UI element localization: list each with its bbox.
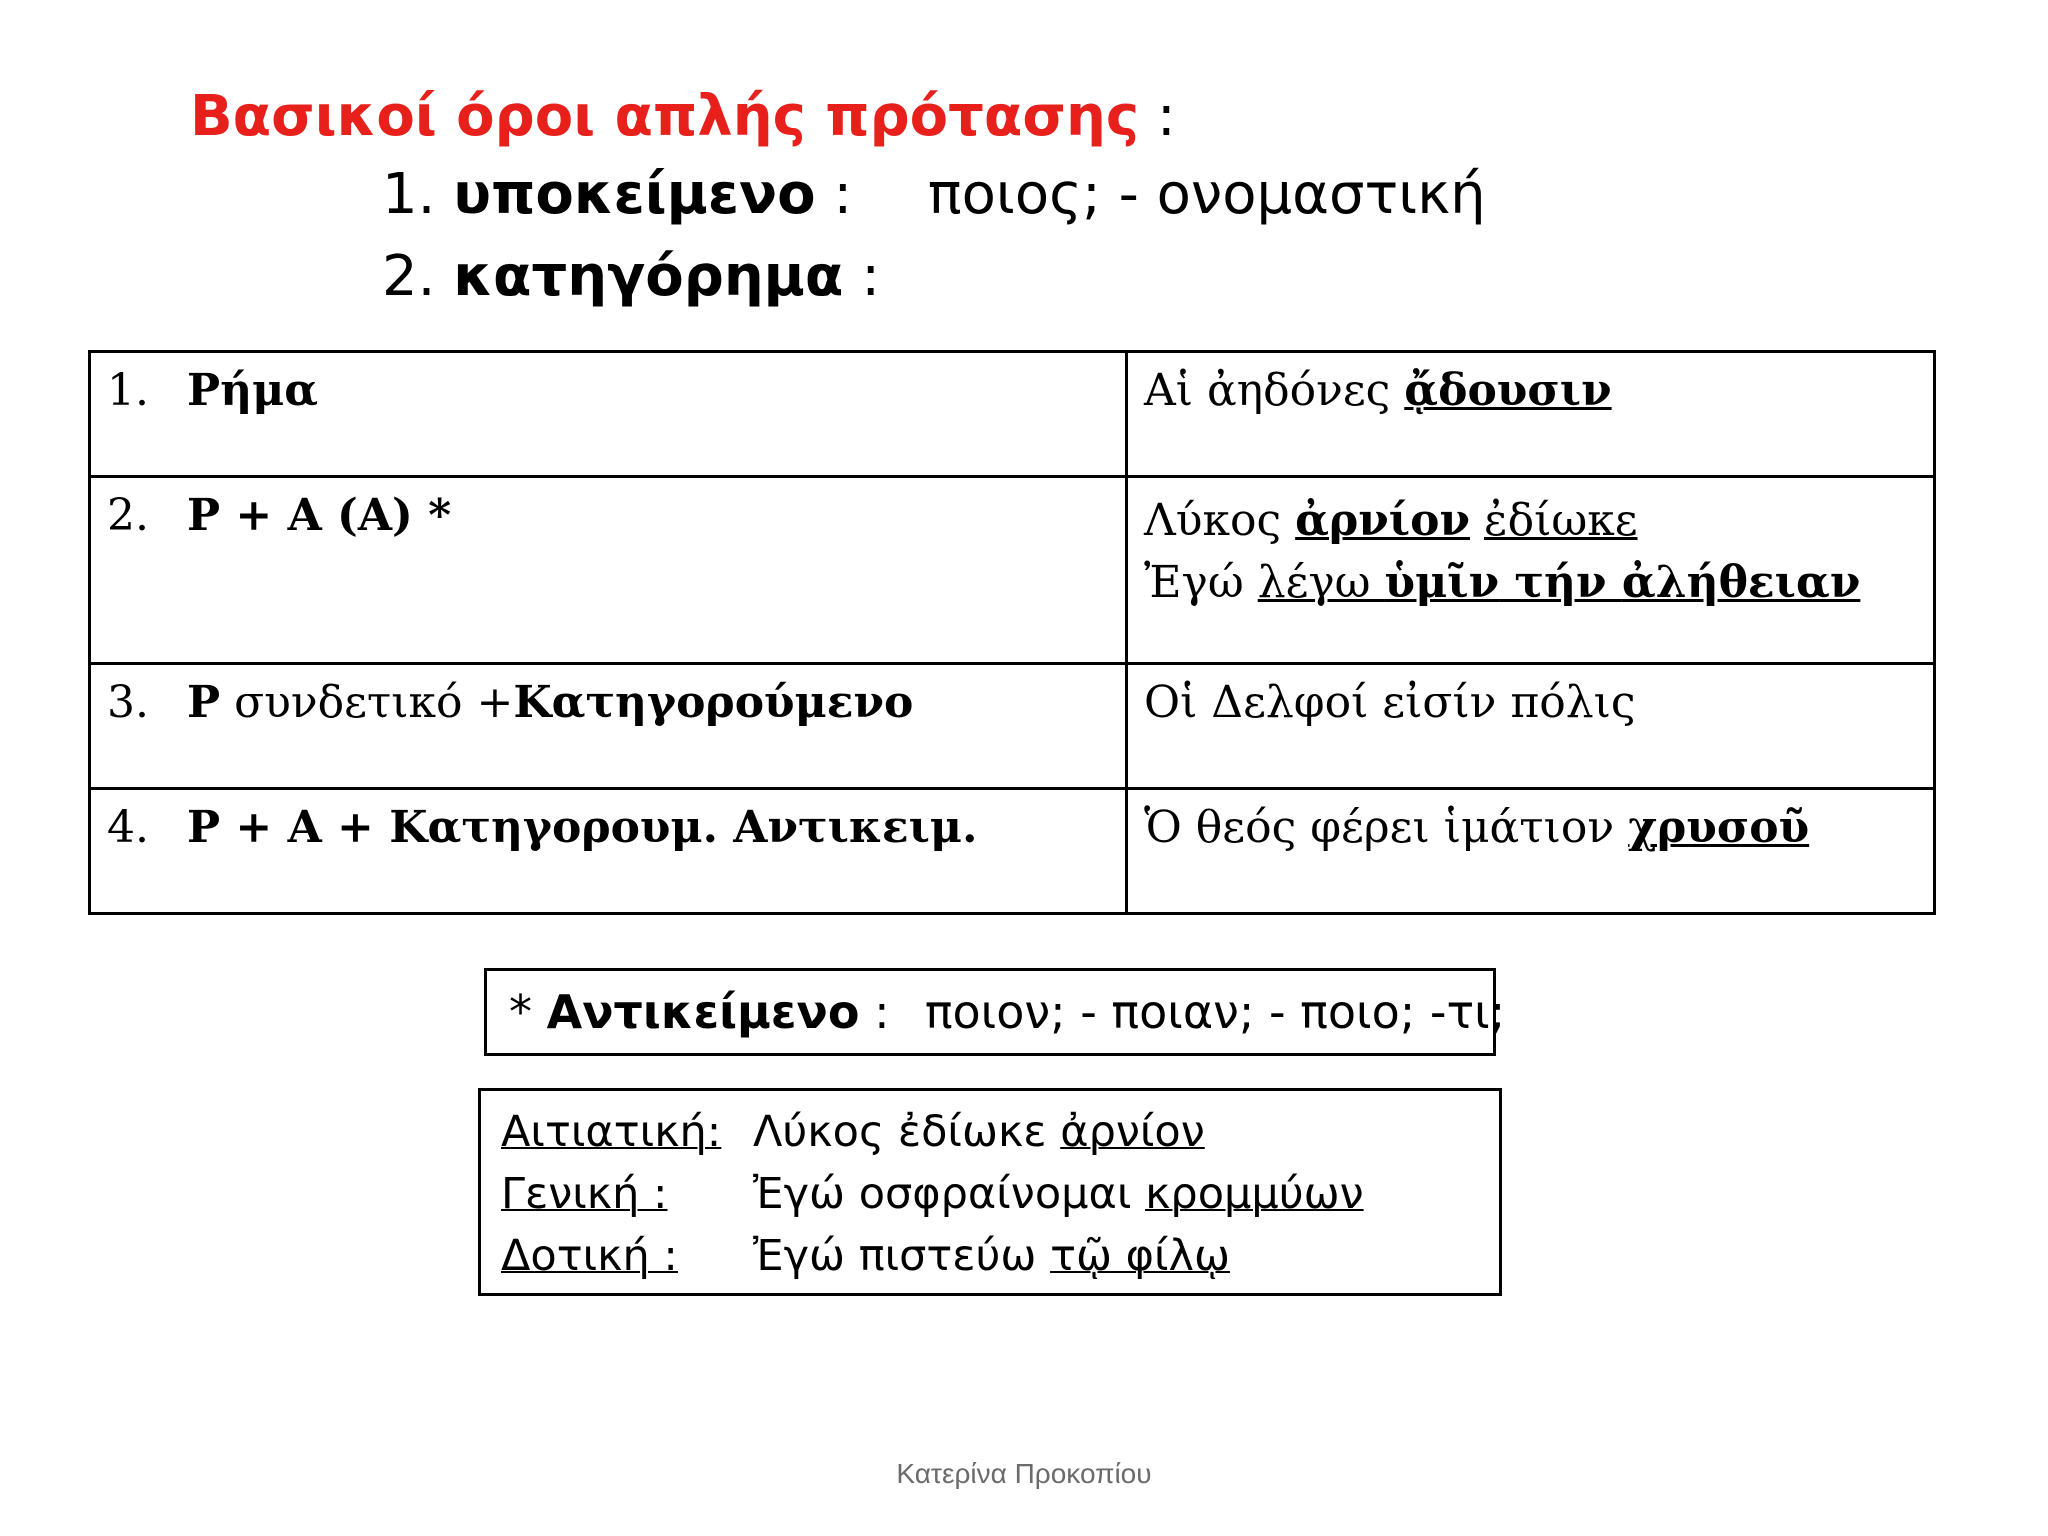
slide-title-text: Βασικοί όροι απλής πρότασης bbox=[190, 84, 1140, 149]
case-example bbox=[753, 1225, 1230, 1287]
term-question: ποιος; - bbox=[927, 162, 1139, 227]
row-label: Ρ + Α (Α) * bbox=[187, 490, 452, 541]
example-underlined: λέγω bbox=[1257, 557, 1385, 608]
term-separator: : bbox=[833, 162, 853, 227]
term-name: υποκείμενο bbox=[453, 162, 816, 227]
row-number: 2. bbox=[107, 490, 149, 541]
slide-title bbox=[190, 82, 1176, 152]
term-subject bbox=[382, 160, 1486, 230]
row-label: Ρ bbox=[187, 677, 221, 728]
table-cell-example bbox=[1127, 789, 1935, 914]
case-example bbox=[753, 1101, 1205, 1163]
asterisk: * bbox=[509, 985, 532, 1039]
table-row bbox=[90, 789, 1935, 914]
table-cell-type bbox=[90, 789, 1127, 914]
row-number: 1. bbox=[107, 365, 149, 416]
row-label: Ρ + Α + Κατηγορουμ. Αντικειμ. bbox=[187, 802, 978, 853]
term-number: 1. bbox=[382, 162, 436, 227]
case-example-text: Ἐγώ οσφραίνομαι bbox=[753, 1169, 1146, 1219]
table-row bbox=[90, 352, 1935, 477]
footer-author: Κατερίνα Προκοπίου bbox=[896, 1458, 1152, 1489]
case-example-object: ἀρνίον bbox=[1060, 1107, 1205, 1157]
example-line bbox=[1144, 552, 1917, 614]
object-note-box bbox=[484, 968, 1506, 1056]
example-text: Ὁ θεός φέρει ἱμάτιον bbox=[1144, 802, 1629, 853]
case-label: Αιτιατική: bbox=[501, 1107, 722, 1157]
case-example-object: κρομμύων bbox=[1145, 1169, 1364, 1219]
term-separator: : bbox=[861, 244, 881, 309]
table-cell-example bbox=[1127, 477, 1935, 664]
object-cases-box bbox=[478, 1088, 1502, 1296]
example-highlight: ᾄδουσιν bbox=[1404, 365, 1612, 416]
example-line bbox=[1144, 490, 1917, 552]
row-label-plain: συνδετικό + bbox=[220, 677, 514, 728]
object-separator: : bbox=[874, 985, 890, 1039]
example-highlight: ἀλήθειαν bbox=[1621, 557, 1861, 608]
term-predicate bbox=[382, 242, 880, 312]
case-example-text: Ἐγώ πιστεύω bbox=[753, 1231, 1051, 1281]
row-label: Κατηγορούμενο bbox=[513, 677, 914, 728]
example-highlight: ἀρνίον bbox=[1295, 495, 1470, 546]
case-label: Γενική : bbox=[501, 1169, 668, 1219]
table-cell-type bbox=[90, 352, 1127, 477]
example-highlight: χρυσοῦ bbox=[1628, 802, 1810, 853]
term-case: ονομαστική bbox=[1156, 162, 1486, 227]
case-label: Δοτική : bbox=[501, 1231, 678, 1281]
predicate-types-table bbox=[88, 350, 1936, 915]
table-cell-example bbox=[1127, 664, 1935, 789]
object-term: Αντικείμενο bbox=[546, 985, 860, 1039]
example-text: Οἱ Δελφοί εἰσίν πόλις bbox=[1144, 677, 1636, 728]
case-example bbox=[753, 1163, 1364, 1225]
term-name: κατηγόρημα bbox=[453, 244, 844, 309]
example-text: Αἱ ἀηδόνες bbox=[1144, 365, 1405, 416]
case-example-object: τῷ φίλῳ bbox=[1050, 1231, 1231, 1281]
table-row bbox=[90, 664, 1935, 789]
row-number: 4. bbox=[107, 802, 149, 853]
table-cell-type bbox=[90, 664, 1127, 789]
example-text: Λύκος bbox=[1144, 495, 1296, 546]
object-questions: ποιον; - ποιαν; - ποιο; -τι; bbox=[924, 985, 1506, 1039]
example-text: Ἐγώ bbox=[1144, 557, 1258, 608]
example-underlined: ἐδίωκε bbox=[1483, 495, 1638, 546]
example-highlight: τήν bbox=[1499, 557, 1622, 608]
case-example-text: Λύκος ἐδίωκε bbox=[753, 1107, 1061, 1157]
example-highlight: ὑμῖν bbox=[1384, 557, 1500, 608]
row-label: Ρήμα bbox=[187, 365, 319, 416]
slide-title-colon: : bbox=[1156, 84, 1176, 149]
term-number: 2. bbox=[382, 244, 436, 309]
table-cell-type bbox=[90, 477, 1127, 664]
table-cell-example bbox=[1127, 352, 1935, 477]
table-row bbox=[90, 477, 1935, 664]
row-number: 3. bbox=[107, 677, 149, 728]
